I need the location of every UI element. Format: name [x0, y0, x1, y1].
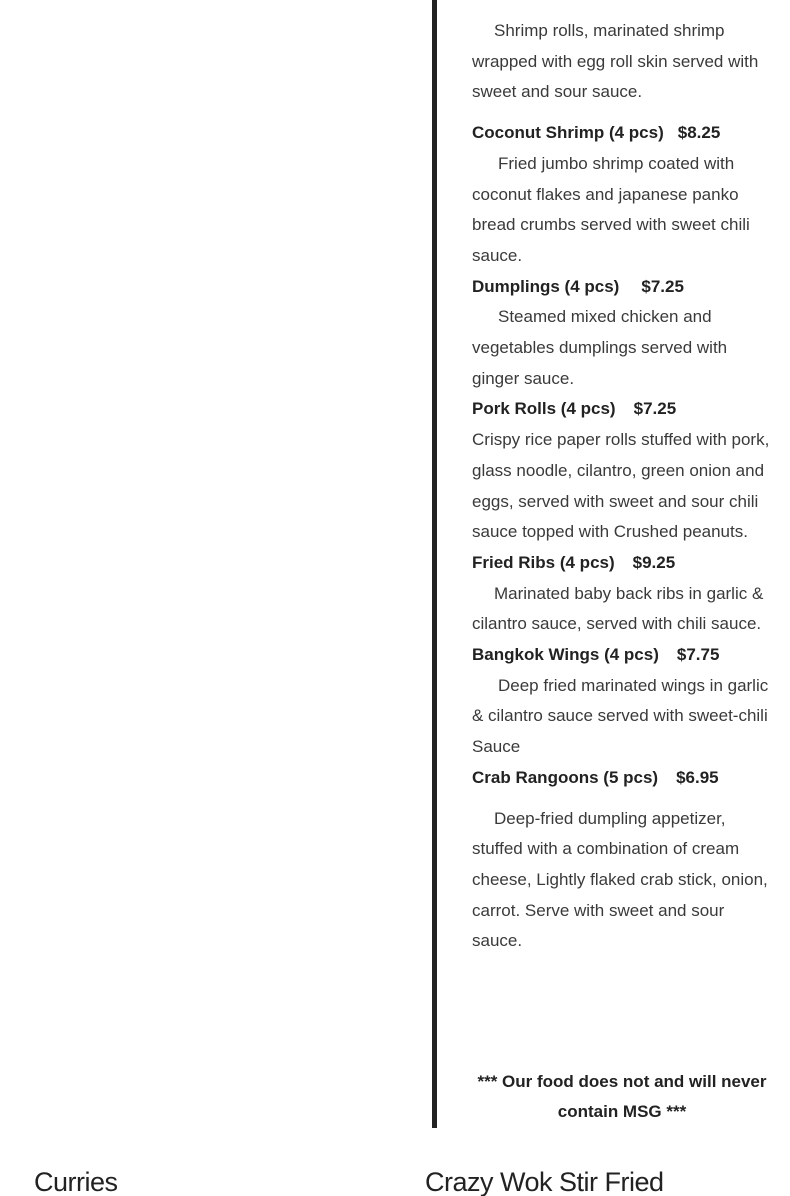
item-name: Bangkok Wings (4 pcs): [472, 645, 659, 665]
item-description: Crispy rice paper rolls stuffed with pork, glass noodle, cilantro, green onion and eggs, served with sweet and sour chili sauce topped with Crushed peanuts.: [472, 430, 770, 542]
item-description: Steamed mixed chicken and vegetables dumplings served with ginger sauce.: [472, 307, 728, 388]
menu-item-shrimp-rolls: [472, 0, 772, 108]
item-heading: [472, 763, 772, 794]
item-price: $7.25: [641, 276, 684, 296]
item-heading: [472, 272, 772, 303]
item-description: Marinated baby back ribs in garlic & cilantro sauce, served with chili sauce.: [472, 583, 764, 634]
item-price: $8.25: [677, 123, 721, 143]
item-price: $7.75: [676, 645, 720, 665]
section-title-stir-fried: Crazy Wok Stir Fried: [425, 1167, 664, 1196]
item-name: Dumplings (4 pcs): [472, 276, 620, 296]
item-name: Pork Rolls (4 pcs): [472, 399, 616, 419]
item-heading: [472, 118, 772, 149]
item-description: Deep fried marinated wings in garlic & cilantro sauce served with sweet-chili Sauce: [472, 675, 769, 757]
no-msg-note: *** Our food does not and will never contain MSG ***: [477, 1072, 767, 1121]
menu-item-dumplings: [472, 272, 772, 395]
section-title-curries: Curries: [34, 1167, 118, 1196]
item-heading: [472, 394, 772, 425]
menu-item-fried-ribs: [472, 548, 772, 640]
item-heading: [472, 640, 772, 671]
item-price: $7.25: [633, 399, 677, 419]
item-price: $6.95: [676, 767, 719, 787]
menu-item-crab-rangoons: [472, 763, 772, 957]
item-heading: [472, 548, 772, 579]
column-divider: [432, 0, 437, 1128]
item-description: Shrimp rolls, marinated shrimp wrapped with egg roll skin served with sweet and sour sauce.: [472, 21, 759, 102]
item-name: Coconut Shrimp (4 pcs): [472, 123, 664, 143]
menu-item-bangkok-wings: [472, 640, 772, 763]
item-description: Deep-fried dumpling appetizer, stuffed with a combination of cream cheese, Lightly flaked crab stick, onion, carrot. Serve with sweet and sour sauce.: [472, 808, 768, 951]
item-description: Fried jumbo shrimp coated with coconut flakes and japanese panko bread crumbs served with sweet chili sauce.: [472, 153, 750, 265]
menu-item-coconut-shrimp: [472, 118, 772, 272]
item-name: Crab Rangoons (5 pcs): [472, 767, 659, 787]
item-name: Fried Ribs (4 pcs): [472, 552, 615, 572]
item-price: $9.25: [632, 552, 676, 572]
appetizer-menu-list: [472, 0, 772, 957]
menu-item-pork-rolls: [472, 394, 772, 548]
